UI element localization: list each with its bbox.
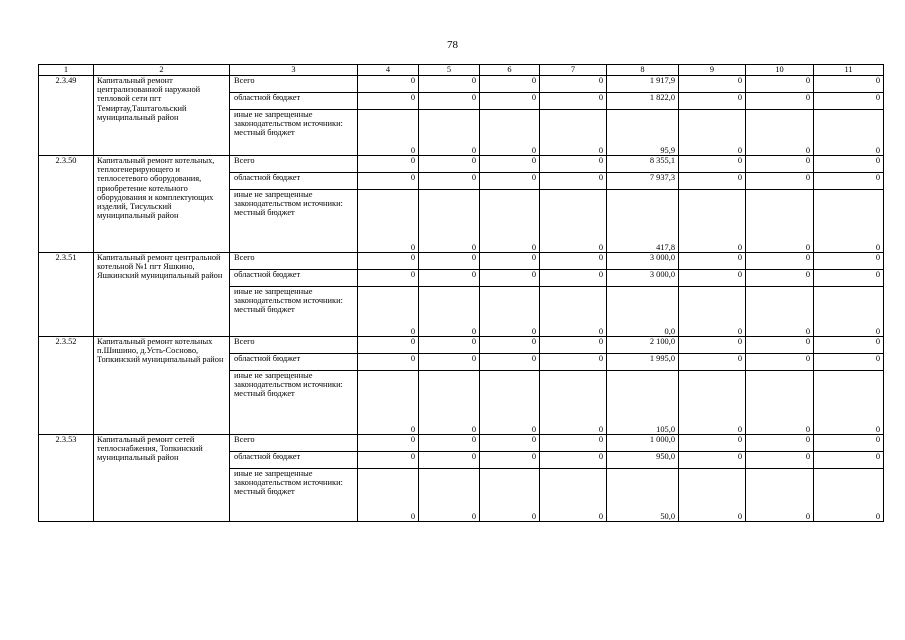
value-cell: 0 [358,287,419,337]
value-cell: 105,0 [607,371,679,435]
value-cell: 0 [679,93,746,110]
value-cell: 0 [419,371,480,435]
value-cell: 3 000,0 [607,253,679,270]
value-cell: 0 [814,93,884,110]
value-cell: 0 [679,253,746,270]
value-cell: 0 [679,452,746,469]
value-cell: 0 [540,156,607,173]
column-header: 3 [230,65,358,76]
value-cell: 0 [419,469,480,522]
value-cell: 0,0 [607,287,679,337]
column-header: 4 [358,65,419,76]
value-cell: 0 [480,156,540,173]
funding-source: Всего [230,337,358,354]
column-header: 10 [746,65,814,76]
value-cell: 1 822,0 [607,93,679,110]
value-cell: 0 [358,354,419,371]
value-cell: 0 [814,190,884,253]
value-cell: 0 [419,110,480,156]
value-cell: 0 [679,287,746,337]
value-cell: 0 [540,435,607,452]
value-cell: 0 [814,452,884,469]
value-cell: 0 [419,354,480,371]
value-cell: 0 [746,469,814,522]
item-code: 2.3.53 [39,435,94,522]
table-row [39,156,884,173]
value-cell: 0 [358,253,419,270]
value-cell: 0 [679,173,746,190]
value-cell: 0 [679,371,746,435]
value-cell: 0 [746,253,814,270]
value-cell: 0 [814,156,884,173]
value-cell: 0 [358,371,419,435]
table-row [39,435,884,452]
value-cell: 0 [480,173,540,190]
value-cell: 0 [540,93,607,110]
value-cell: 0 [679,110,746,156]
column-header: 5 [419,65,480,76]
value-cell: 0 [814,435,884,452]
value-cell: 0 [540,110,607,156]
value-cell: 0 [358,110,419,156]
value-cell: 0 [679,469,746,522]
value-cell: 0 [480,452,540,469]
value-cell: 417,8 [607,190,679,253]
value-cell: 95,9 [607,110,679,156]
funding-source: областной бюджет [230,93,358,110]
value-cell: 0 [419,270,480,287]
value-cell: 0 [358,93,419,110]
value-cell: 0 [540,76,607,93]
table-row [39,76,884,93]
value-cell: 0 [746,354,814,371]
value-cell: 0 [358,270,419,287]
value-cell: 0 [540,173,607,190]
item-name: Капитальный ремонт котельных, теплогенерирующего и теплосетевого оборудования, приобретение котельного оборудования и комплектующих изделий, Тисульский муниципальный район [94,156,230,253]
value-cell: 0 [746,287,814,337]
value-cell: 1 917,9 [607,76,679,93]
funding-source: иные не запрещенные законодательством источники: местный бюджет [230,371,358,435]
value-cell: 0 [746,76,814,93]
value-cell: 0 [814,337,884,354]
value-cell: 0 [358,435,419,452]
value-cell: 0 [679,190,746,253]
value-cell: 0 [540,270,607,287]
value-cell: 0 [480,190,540,253]
value-cell: 0 [480,337,540,354]
value-cell: 0 [746,190,814,253]
value-cell: 0 [540,371,607,435]
value-cell: 0 [419,435,480,452]
value-cell: 0 [746,371,814,435]
funding-source: областной бюджет [230,452,358,469]
value-cell: 0 [679,337,746,354]
value-cell: 0 [480,371,540,435]
funding-source: иные не запрещенные законодательством источники: местный бюджет [230,469,358,522]
value-cell: 0 [419,93,480,110]
column-header: 7 [540,65,607,76]
value-cell: 0 [814,173,884,190]
funding-source: иные не запрещенные законодательством источники: местный бюджет [230,110,358,156]
value-cell: 1 995,0 [607,354,679,371]
value-cell: 8 355,1 [607,156,679,173]
value-cell: 0 [480,354,540,371]
column-header: 1 [39,65,94,76]
value-cell: 7 937,3 [607,173,679,190]
value-cell: 2 100,0 [607,337,679,354]
value-cell: 0 [419,76,480,93]
item-name: Капитальный ремонт центральной котельной №1 пгт Яшкино, Яшкинский муниципальный район [94,253,230,337]
column-header: 6 [480,65,540,76]
value-cell: 0 [540,354,607,371]
value-cell: 0 [814,270,884,287]
value-cell: 0 [480,469,540,522]
funding-source: иные не запрещенные законодательством источники: местный бюджет [230,287,358,337]
funding-source: Всего [230,76,358,93]
column-header: 2 [94,65,230,76]
funding-source: Всего [230,156,358,173]
value-cell: 0 [540,190,607,253]
value-cell: 950,0 [607,452,679,469]
item-code: 2.3.50 [39,156,94,253]
value-cell: 0 [540,253,607,270]
value-cell: 0 [814,371,884,435]
value-cell: 0 [480,93,540,110]
value-cell: 0 [419,287,480,337]
item-name: Капитальный ремонт сетей теплоснабжения, Топкинский муниципальный район [94,435,230,522]
value-cell: 0 [679,270,746,287]
value-cell: 0 [419,337,480,354]
value-cell: 0 [746,156,814,173]
value-cell: 0 [814,253,884,270]
value-cell: 3 000,0 [607,270,679,287]
value-cell: 0 [814,76,884,93]
value-cell: 1 000,0 [607,435,679,452]
value-cell: 0 [419,156,480,173]
funding-source: Всего [230,253,358,270]
item-name: Капитальный ремонт централизованной наружной тепловой сети пгт Темиртау,Таштагольский муниципальный район [94,76,230,156]
value-cell: 0 [814,287,884,337]
value-cell: 0 [480,287,540,337]
value-cell: 0 [679,76,746,93]
page-number: 78 [447,39,458,51]
value-cell: 50,0 [607,469,679,522]
value-cell: 0 [679,156,746,173]
value-cell: 0 [814,469,884,522]
item-code: 2.3.51 [39,253,94,337]
column-header: 8 [607,65,679,76]
value-cell: 0 [480,253,540,270]
value-cell: 0 [358,337,419,354]
value-cell: 0 [480,270,540,287]
value-cell: 0 [540,287,607,337]
value-cell: 0 [358,190,419,253]
value-cell: 0 [480,110,540,156]
value-cell: 0 [480,435,540,452]
value-cell: 0 [358,452,419,469]
value-cell: 0 [746,435,814,452]
value-cell: 0 [480,76,540,93]
table-row [39,337,884,354]
value-cell: 0 [358,156,419,173]
value-cell: 0 [419,190,480,253]
column-header: 9 [679,65,746,76]
value-cell: 0 [746,93,814,110]
value-cell: 0 [746,110,814,156]
value-cell: 0 [679,354,746,371]
funding-source: областной бюджет [230,354,358,371]
value-cell: 0 [679,435,746,452]
item-code: 2.3.49 [39,76,94,156]
value-cell: 0 [358,173,419,190]
funding-source: областной бюджет [230,270,358,287]
item-name: Капитальный ремонт котельных п.Шишино, д.Усть-Сосново, Топкинский муниципальный район [94,337,230,435]
item-code: 2.3.52 [39,337,94,435]
value-cell: 0 [419,253,480,270]
value-cell: 0 [746,337,814,354]
value-cell: 0 [540,452,607,469]
value-cell: 0 [746,270,814,287]
value-cell: 0 [746,173,814,190]
value-cell: 0 [419,452,480,469]
header-row [39,65,884,76]
value-cell: 0 [814,354,884,371]
funding-source: областной бюджет [230,173,358,190]
funding-source: иные не запрещенные законодательством источники: местный бюджет [230,190,358,253]
value-cell: 0 [746,452,814,469]
column-header: 11 [814,65,884,76]
value-cell: 0 [540,337,607,354]
value-cell: 0 [540,469,607,522]
funding-source: Всего [230,435,358,452]
table-row [39,253,884,270]
budget-table [38,64,884,522]
value-cell: 0 [358,469,419,522]
value-cell: 0 [419,173,480,190]
value-cell: 0 [814,110,884,156]
value-cell: 0 [358,76,419,93]
